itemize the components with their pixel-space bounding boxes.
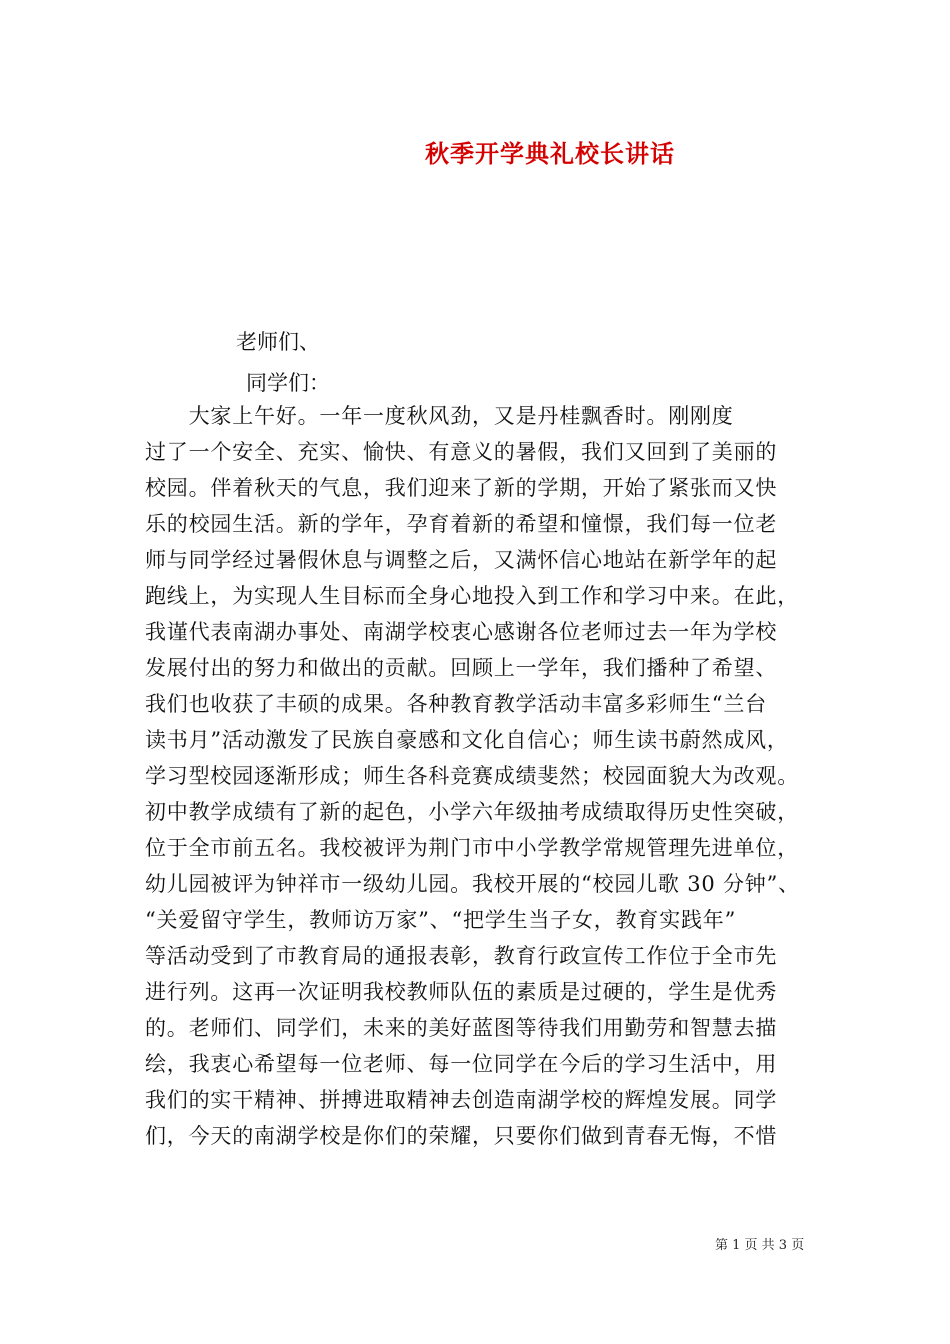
body-line: 大家上午好。一年一度秋风劲，又是丹桂飘香时。刚刚度 — [145, 404, 734, 428]
body-line: 学习型校园逐渐形成；师生各科竞赛成绩斐然；校园面貌大为改观。 — [145, 764, 799, 788]
page-footer: 第 1 页 共 3 页 — [715, 1238, 805, 1253]
body-line: 发展付出的努力和做出的贡献。回顾上一学年，我们播种了希望、 — [145, 656, 778, 680]
body-line: 读书月”活动激发了民族自豪感和文化自信心；师生读书蔚然成风， — [145, 728, 789, 752]
body-line: “关爱留守学生，教师访万家”、“把学生当子女，教育实践年” — [145, 908, 737, 932]
body-line: 跑线上，为实现人生目标而全身心地投入到工作和学习中来。在此， — [145, 584, 799, 608]
body-line: 初中教学成绩有了新的起色，小学六年级抽考成绩取得历史性突破， — [145, 800, 799, 824]
body-line: 的。老师们、同学们，未来的美好蓝图等待我们用勤劳和智慧去描 — [145, 1016, 778, 1040]
document-title: 秋季开学典礼校长讲话 — [425, 139, 675, 168]
greeting-teachers: 老师们、 — [236, 330, 320, 354]
body-line: 绘，我衷心希望每一位老师、每一位同学在今后的学习生活中，用 — [145, 1052, 778, 1076]
body-line: 位于全市前五名。我校被评为荆门市中小学教学常规管理先进单位， — [145, 836, 799, 860]
body-line: 等活动受到了市教育局的通报表彰，教育行政宣传工作位于全市先 — [145, 944, 778, 968]
body-line: 过了一个安全、充实、愉快、有意义的暑假，我们又回到了美丽的 — [145, 440, 778, 464]
body-line: 们，今天的南湖学校是你们的荣耀，只要你们做到青春无悔，不惜 — [145, 1124, 778, 1148]
body-line: 我们的实干精神、拼搏进取精神去创造南湖学校的辉煌发展。同学 — [145, 1088, 778, 1112]
body-line: 师与同学经过暑假休息与调整之后，又满怀信心地站在新学年的起 — [145, 548, 778, 572]
body-line: 我谨代表南湖办事处、南湖学校衷心感谢各位老师过去一年为学校 — [145, 620, 778, 644]
greeting-students: 同学们： — [246, 371, 330, 395]
body-line: 校园。伴着秋天的气息，我们迎来了新的学期，开始了紧张而又快 — [145, 476, 778, 500]
body-line: 幼儿园被评为钟祥市一级幼儿园。我校开展的“校园儿歌 30 分钟”、 — [145, 872, 800, 896]
body-line: 乐的校园生活。新的学年，孕育着新的希望和憧憬，我们每一位老 — [145, 512, 778, 536]
speech-body — [145, 398, 815, 1154]
body-line: 我们也收获了丰硕的成果。各种教育教学活动丰富多彩师生“兰台 — [145, 692, 767, 716]
body-line: 进行列。这再一次证明我校教师队伍的素质是过硬的，学生是优秀 — [145, 980, 778, 1004]
